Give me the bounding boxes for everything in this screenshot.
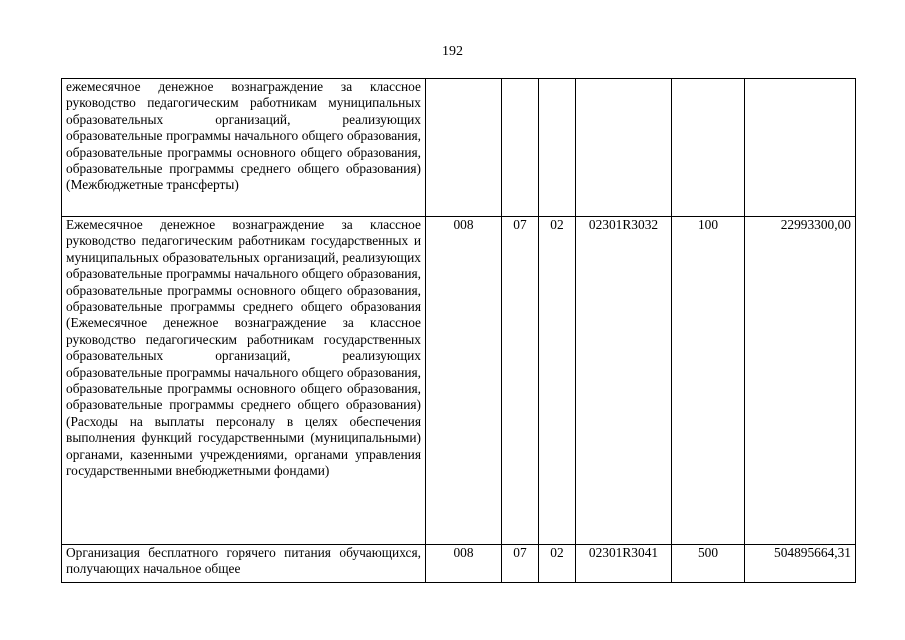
row-description: Ежемесячное денежное вознаграждение за классное руководство педагогическим работникам государственных и муниципальных образовательных организаций, реализующих образовательные программы начального общего образования, образовательные программы основного общего образования, образовательные программы среднего общего образования (Ежемесячное денежное вознаграждение за классное руководство педагогическим работникам государственных образовательных организаций, реализующих образовательные программы начального общего образования, образовательные программы основного общего образования, образовательные программы среднего общего образования) (Расходы на выплаты персоналу в целях обеспечения выполнения функций государственными (муниципальными) органами, казенными учреждениями, органами управления государственными внебюджетными фондами)	[62, 217, 426, 545]
expense-type-cell: 500	[672, 545, 745, 583]
section-code-cell: 07	[502, 545, 539, 583]
table-row	[62, 545, 856, 583]
ministry-code-cell: 008	[426, 217, 502, 545]
table-row	[62, 79, 856, 217]
target-article-cell	[576, 79, 672, 217]
amount-cell	[745, 79, 856, 217]
ministry-code-cell	[426, 79, 502, 217]
amount-cell: 504895664,31	[745, 545, 856, 583]
expense-type-cell	[672, 79, 745, 217]
amount-cell: 22993300,00	[745, 217, 856, 545]
target-article-cell: 02301R3032	[576, 217, 672, 545]
subsection-code-cell: 02	[539, 545, 576, 583]
table-row	[62, 217, 856, 545]
page-number: 192	[442, 44, 463, 59]
budget-table	[61, 78, 856, 583]
subsection-code-cell	[539, 79, 576, 217]
ministry-code-cell: 008	[426, 545, 502, 583]
section-code-cell	[502, 79, 539, 217]
expense-type-cell: 100	[672, 217, 745, 545]
row-description: Организация бесплатного горячего питания обучающихся, получающих начальное общее	[62, 545, 426, 583]
section-code-cell: 07	[502, 217, 539, 545]
target-article-cell: 02301R3041	[576, 545, 672, 583]
row-description: ежемесячное денежное вознаграждение за классное руководство педагогическим работникам муниципальных образовательных организаций, реализующих образовательные программы начального общего образования, образовательные программы основного общего образования, образовательные программы среднего общего образования) (Межбюджетные трансферты)	[62, 79, 426, 217]
subsection-code-cell: 02	[539, 217, 576, 545]
